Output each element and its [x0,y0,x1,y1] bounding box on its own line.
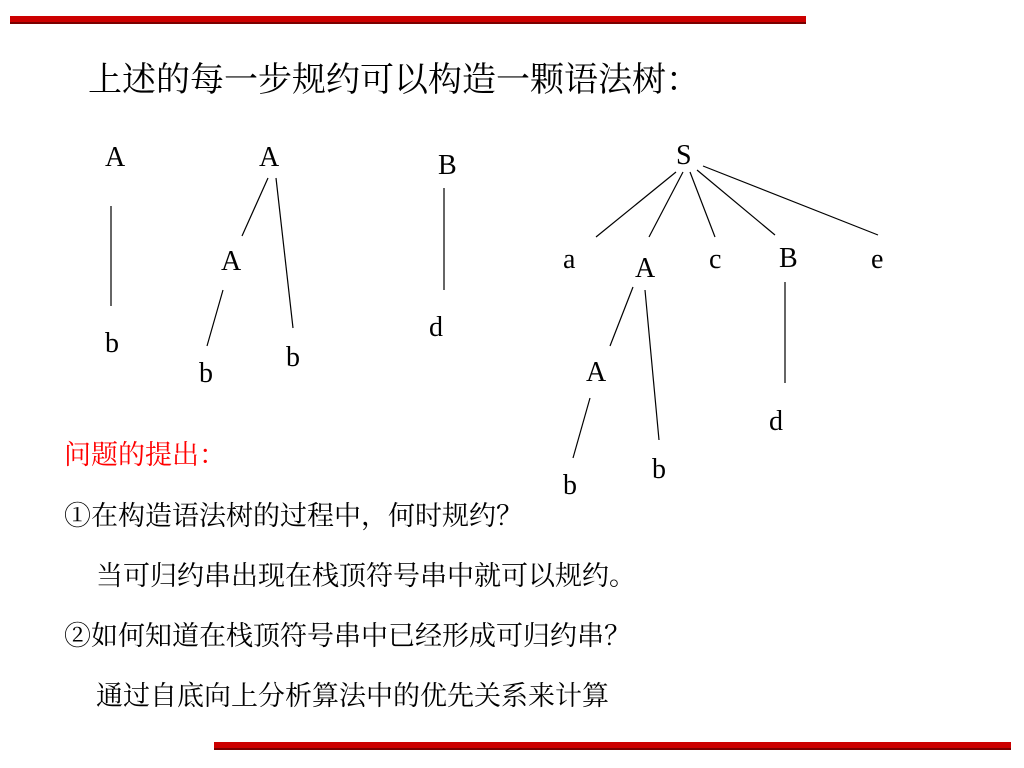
tree4-A-leaf-right: b [652,454,666,485]
tree4-edge-A-mid [610,287,633,346]
tree4-A-mid: A [586,357,607,388]
questions-heading: 问题的提出： [64,440,226,471]
tree3-root: B [438,150,457,181]
tree4-edge-s-e [703,166,878,235]
tree1-root: A [105,142,126,173]
tree-3 [429,150,457,343]
tree4-A-leaf-left: b [563,470,577,501]
tree-2 [199,142,300,389]
tree4-child-A: A [635,253,656,284]
slide-title: 上述的每一步规约可以构造一颗语法树： [88,60,700,100]
tree2-mid: A [221,246,242,277]
tree4-edge-s-A [649,172,683,237]
tree4-child-e: e [871,244,884,275]
tree4-child-a: a [563,244,576,275]
tree4-edge-s-a [596,172,676,237]
tree2-leaf-left: b [199,358,213,389]
tree2-leaf-right: b [286,342,300,373]
bottom-red-bar [214,742,1011,750]
tree-4 [563,140,883,501]
tree4-B-leaf: d [769,406,783,437]
tree4-child-B: B [779,243,798,274]
tree2-root: A [259,142,280,173]
tree4-child-c: c [709,244,722,275]
answer-1: 当可归约串出现在栈顶符号串中就可以规约。 [96,561,636,592]
tree3-leaf: d [429,312,443,343]
tree-1 [105,142,126,359]
tree4-edge-s-B [697,170,775,235]
tree1-leaf: b [105,328,119,359]
tree2-edge-mid-left [207,290,223,346]
question-1: ①在构造语法树的过程中，何时规约？ [64,501,523,532]
tree4-edge-mid-left [573,398,590,458]
tree2-edge-root-right [276,178,293,328]
question-2: ②如何知道在栈顶符号串中已经形成可归约串？ [64,621,631,652]
tree2-edge-root-mid [242,178,268,236]
answer-2: 通过自底向上分析算法中的优先关系来计算 [96,681,609,712]
tree4-edge-A-right [645,290,659,440]
tree4-root: S [676,140,692,171]
